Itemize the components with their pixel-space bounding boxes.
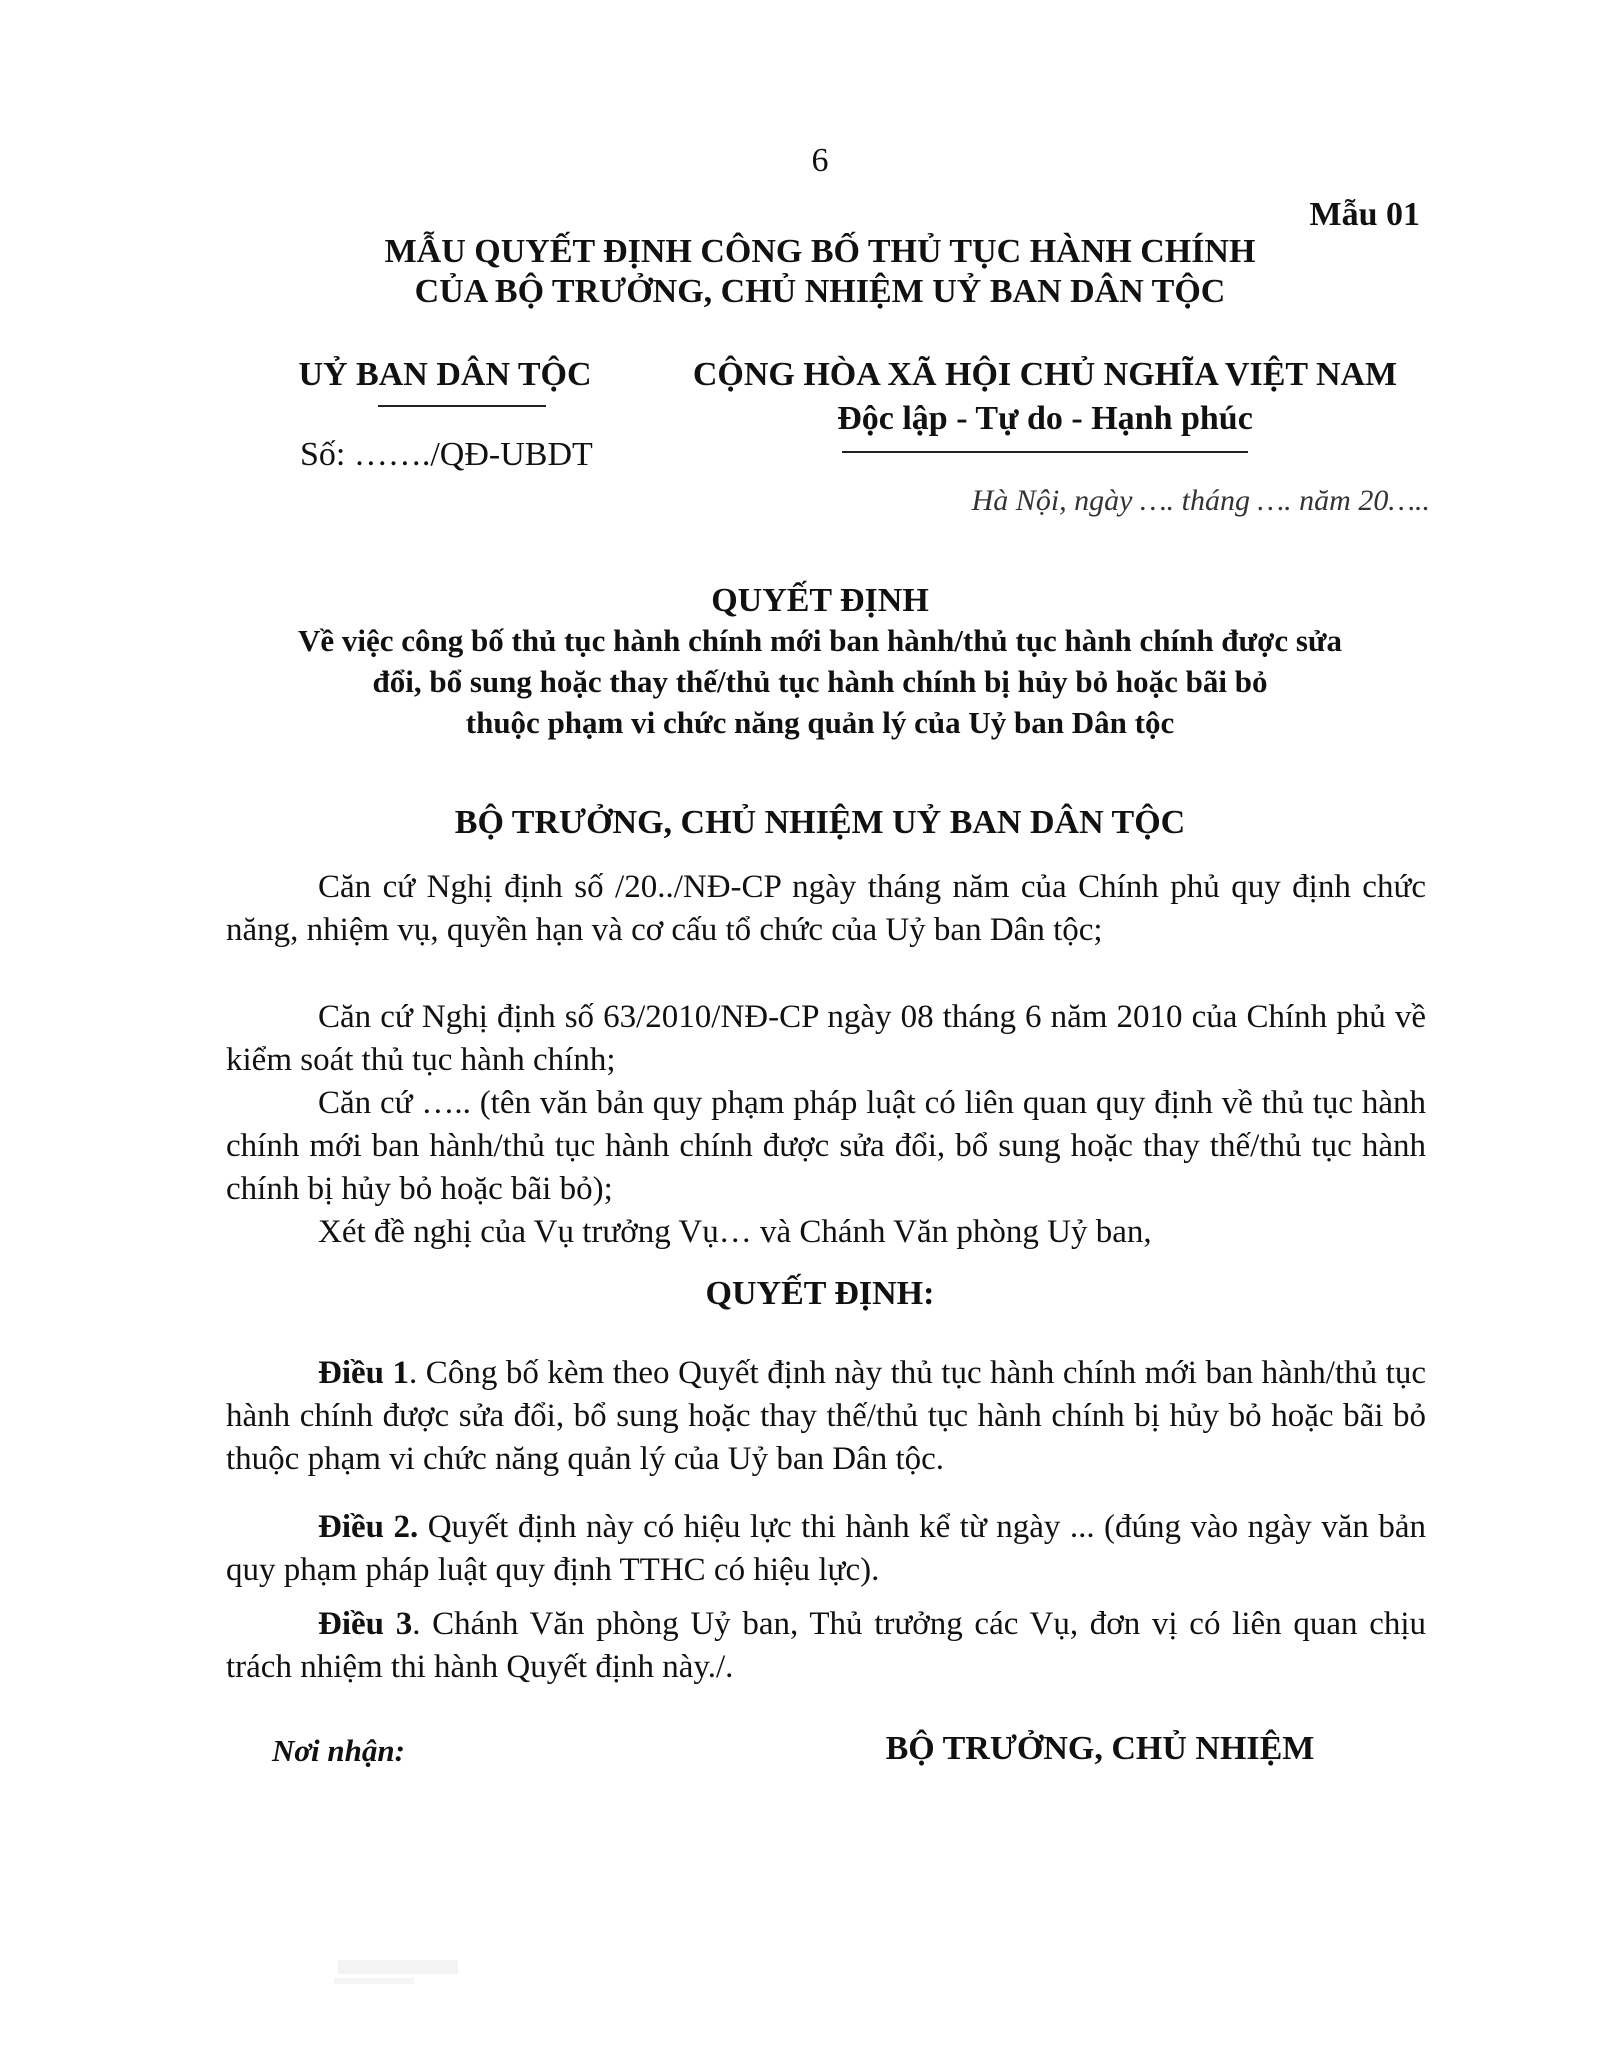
article-2-label: Điều 2. bbox=[318, 1509, 419, 1545]
legal-basis-1: Căn cứ Nghị định số /20../NĐ-CP ngày tháng năm của Chính phủ quy định chức năng, nhiệm vụ, quyền hạn và cơ cấu tổ chức của Uỷ ban Dân tộc; bbox=[226, 869, 1426, 948]
issuing-authority: BỘ TRƯỞNG, CHỦ NHIỆM UỶ BAN DÂN TỘC bbox=[454, 804, 1186, 841]
national-motto: Độc lập - Tự do - Hạnh phúc bbox=[837, 400, 1253, 437]
article-2 bbox=[226, 1506, 1426, 1592]
article-1-text: . Công bố kèm theo Quyết định này thủ tục hành chính mới ban hành/thủ tục hành chính được sửa đổi, bổ sung hoặc thay thế/thủ tục hành chính bị hủy bỏ hoặc bãi bỏ thuộc phạm vi chức năng quản lý của Uỷ ban Dân tộc. bbox=[226, 1355, 1426, 1477]
faint-watermark bbox=[334, 1952, 464, 1988]
form-title-line-1: MẪU QUYẾT ĐỊNH CÔNG BỐ THỦ TỤC HÀNH CHÍNH bbox=[384, 233, 1256, 270]
issuing-agency: UỶ BAN DÂN TỘC bbox=[298, 356, 592, 393]
article-3-text: . Chánh Văn phòng Uỷ ban, Thủ trưởng các Vụ, đơn vị có liên quan chịu trách nhiệm thi hành Quyết định này./. bbox=[226, 1606, 1427, 1685]
decides-heading: QUYẾT ĐỊNH: bbox=[705, 1275, 935, 1312]
article-3 bbox=[226, 1603, 1426, 1689]
article-2-text: Quyết định này có hiệu lực thi hành kể từ ngày ... (đúng vào ngày văn bản quy phạm pháp luật quy định TTHC có hiệu lực). bbox=[226, 1509, 1427, 1588]
legal-basis-4: Xét đề nghị của Vụ trưởng Vụ… và Chánh Văn phòng Uỷ ban, bbox=[318, 1214, 1152, 1250]
legal-basis-2: Căn cứ Nghị định số 63/2010/NĐ-CP ngày 08 tháng 6 năm 2010 của Chính phủ về kiểm soát thủ tục hành chính; bbox=[226, 999, 1426, 1078]
motto-underline bbox=[842, 451, 1248, 453]
form-title bbox=[300, 232, 1340, 312]
decision-subject-line-1: Về việc công bố thủ tục hành chính mới ban hành/thủ tục hành chính được sửa bbox=[297, 623, 1342, 658]
agency-underline bbox=[378, 405, 546, 407]
article-3-label: Điều 3 bbox=[318, 1606, 413, 1642]
legal-basis-3: Căn cứ ….. (tên văn bản quy phạm pháp luật có liên quan quy định về thủ tục hành chính mới ban hành/thủ tục hành chính được sửa đổi, bổ sung hoặc thay thế/thủ tục hành chính bị hủy bỏ hoặc bãi bỏ); bbox=[226, 1085, 1426, 1207]
signer-title: BỘ TRƯỞNG, CHỦ NHIỆM bbox=[885, 1730, 1315, 1767]
page-number: 6 bbox=[811, 142, 829, 179]
document-number: Số: ……./QĐ-UBDT bbox=[300, 436, 593, 473]
article-1-label: Điều 1 bbox=[318, 1355, 410, 1391]
form-title-line-2: CỦA BỘ TRƯỞNG, CHỦ NHIỆM UỶ BAN DÂN TỘC bbox=[414, 273, 1226, 310]
decision-subject bbox=[240, 620, 1400, 743]
place-and-date: Hà Nội, ngày …. tháng …. năm 20….. bbox=[971, 484, 1430, 517]
recipients-label: Nơi nhận: bbox=[272, 1733, 405, 1768]
article-1 bbox=[226, 1352, 1426, 1481]
decision-subject-line-3: thuộc phạm vi chức năng quản lý của Uỷ ban Dân tộc bbox=[465, 705, 1175, 740]
decision-title: QUYẾT ĐỊNH bbox=[711, 582, 929, 619]
form-code: Mẫu 01 bbox=[1309, 196, 1420, 233]
decision-subject-line-2: đổi, bổ sung hoặc thay thế/thủ tục hành chính bị hủy bỏ hoặc bãi bỏ bbox=[372, 664, 1268, 699]
national-title: CỘNG HÒA XÃ HỘI CHỦ NGHĨA VIỆT NAM bbox=[692, 356, 1398, 393]
